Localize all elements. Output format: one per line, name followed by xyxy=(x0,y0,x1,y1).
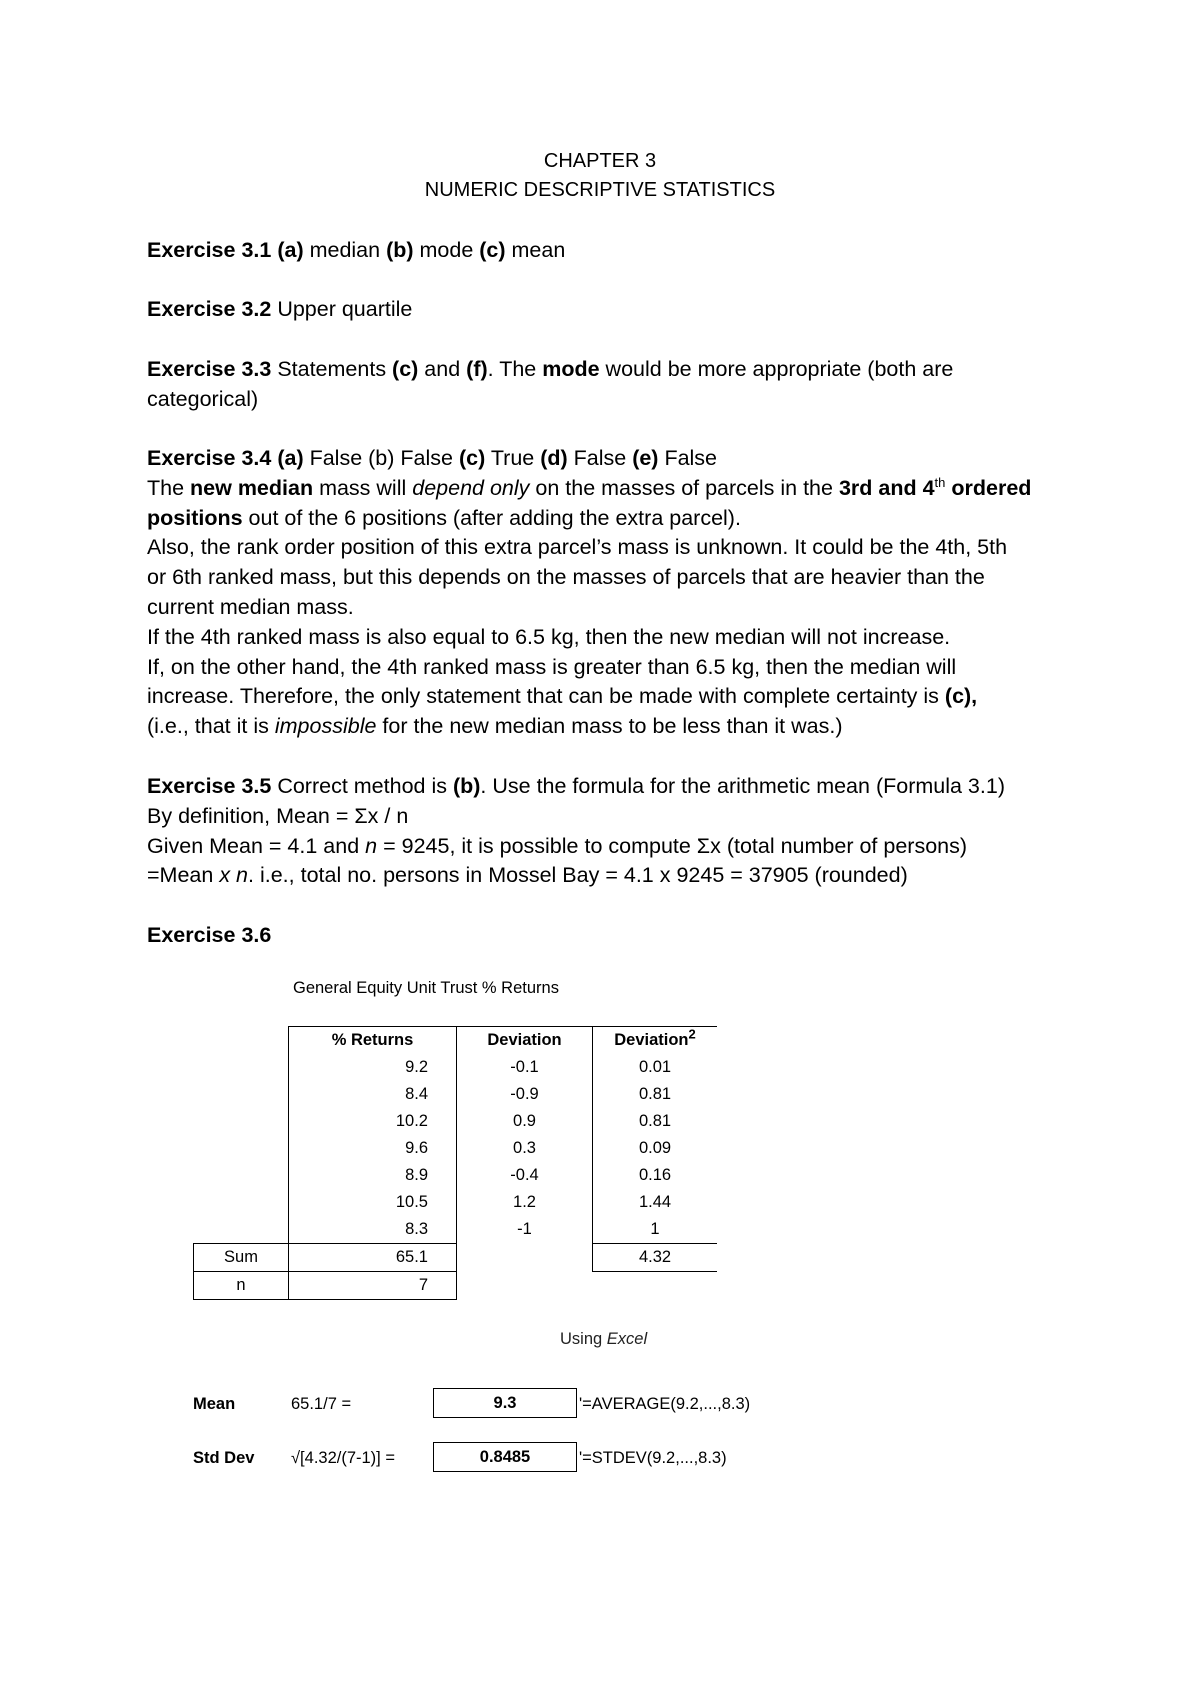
mean-expression: 65.1/7 = xyxy=(291,1395,352,1413)
n-row xyxy=(194,1272,718,1300)
exercise-label: Exercise 3.5 xyxy=(147,774,272,798)
n-value: 7 xyxy=(289,1272,457,1300)
table-row: 10.5 1.2 1.44 xyxy=(194,1189,718,1216)
excel-caption: Using Excel xyxy=(560,1330,648,1348)
sum-deviation-squared: 4.32 xyxy=(593,1244,718,1272)
table-row: 9.2 -0.1 0.01 xyxy=(194,1054,718,1081)
returns-table xyxy=(193,1026,717,1300)
exercise-3-3: Exercise 3.3 Statements (c) and (f). The mode would be more appropriate (both are categorical) xyxy=(147,357,954,411)
header-deviation-squared: Deviation$^2$ xyxy=(593,1027,718,1055)
table-caption: General Equity Unit Trust % Returns xyxy=(293,979,559,997)
header-deviation: Deviation xyxy=(457,1027,593,1055)
sum-returns: 65.1 xyxy=(289,1244,457,1272)
sum-label: Sum xyxy=(194,1244,289,1272)
exercise-label: Exercise 3.2 xyxy=(147,297,272,321)
exercise-label: Exercise 3.4 xyxy=(147,446,272,470)
exercise-3-2: Exercise 3.2 Upper quartile xyxy=(147,297,413,321)
mean-value-box: 9.3 xyxy=(433,1388,577,1418)
chapter-heading: CHAPTER 3 xyxy=(543,150,657,172)
table-header-row xyxy=(194,1027,718,1055)
table-row: 9.6 0.3 0.09 xyxy=(194,1135,718,1162)
std-dev-value-box: 0.8485 xyxy=(433,1442,577,1472)
mean-label: Mean xyxy=(193,1395,236,1413)
table-row: 8.4 -0.9 0.81 xyxy=(194,1081,718,1108)
std-dev-label: Std Dev xyxy=(193,1449,255,1467)
n-label: n xyxy=(194,1272,289,1300)
exercise-3-1: Exercise 3.1 (a) median (b) mode (c) mean xyxy=(147,238,566,262)
chapter-subtitle: NUMERIC DESCRIPTIVE STATISTICS xyxy=(424,179,776,201)
header-returns: % Returns xyxy=(289,1027,457,1055)
std-dev-excel-formula: '=STDEV(9.2,...,8.3) xyxy=(579,1449,727,1467)
table-row: 8.9 -0.4 0.16 xyxy=(194,1162,718,1189)
table-row: 8.3 -1 1 xyxy=(194,1216,718,1244)
exercise-3-4: Exercise 3.4 (a) False (b) False (c) True (d) False (e) False The new median mass will depend only on the masses of parcels in the 3rd and 4th ordered positions out of the 6 positions (after adding the extra parcel). Also, the rank order position of this extra parcel’s mass is unknown. It could be the 4th, 5th or 6th ranked mass, but this depends on the masses of parcels that are heavier than the current median mass. If the 4th ranked mass is also equal to 6.5 kg, then the new median will not increase. If, on the other hand, the 4th ranked mass is greater than 6.5 kg, then the median will increase. Therefore, the only statement that can be made with complete certainty is (c), (i.e., that it is impossible for the new median mass to be less than it was.) xyxy=(147,446,1032,739)
table-row: 10.2 0.9 0.81 xyxy=(194,1108,718,1135)
exercise-label: Exercise 3.3 xyxy=(147,357,272,381)
exercise-label: Exercise 3.1 xyxy=(147,238,272,262)
std-dev-expression: √[4.32/(7-1)] = xyxy=(291,1449,395,1467)
exercise-3-6 xyxy=(147,921,1067,951)
exercise-3-5: Exercise 3.5 Correct method is (b). Use the formula for the arithmetic mean (Formula 3.1) By definition, Mean = Σx / n Given Mean = 4.1 and n = 9245, it is possible to compute Σx (total number of persons) =Mean x n. i.e., total no. persons in Mossel Bay = 4.1 x 9245 = 37905 (rounded) xyxy=(147,774,1005,888)
exercise-label: Exercise 3.6 xyxy=(147,923,272,947)
mean-excel-formula: '=AVERAGE(9.2,...,8.3) xyxy=(579,1395,751,1413)
sum-row xyxy=(194,1244,718,1272)
